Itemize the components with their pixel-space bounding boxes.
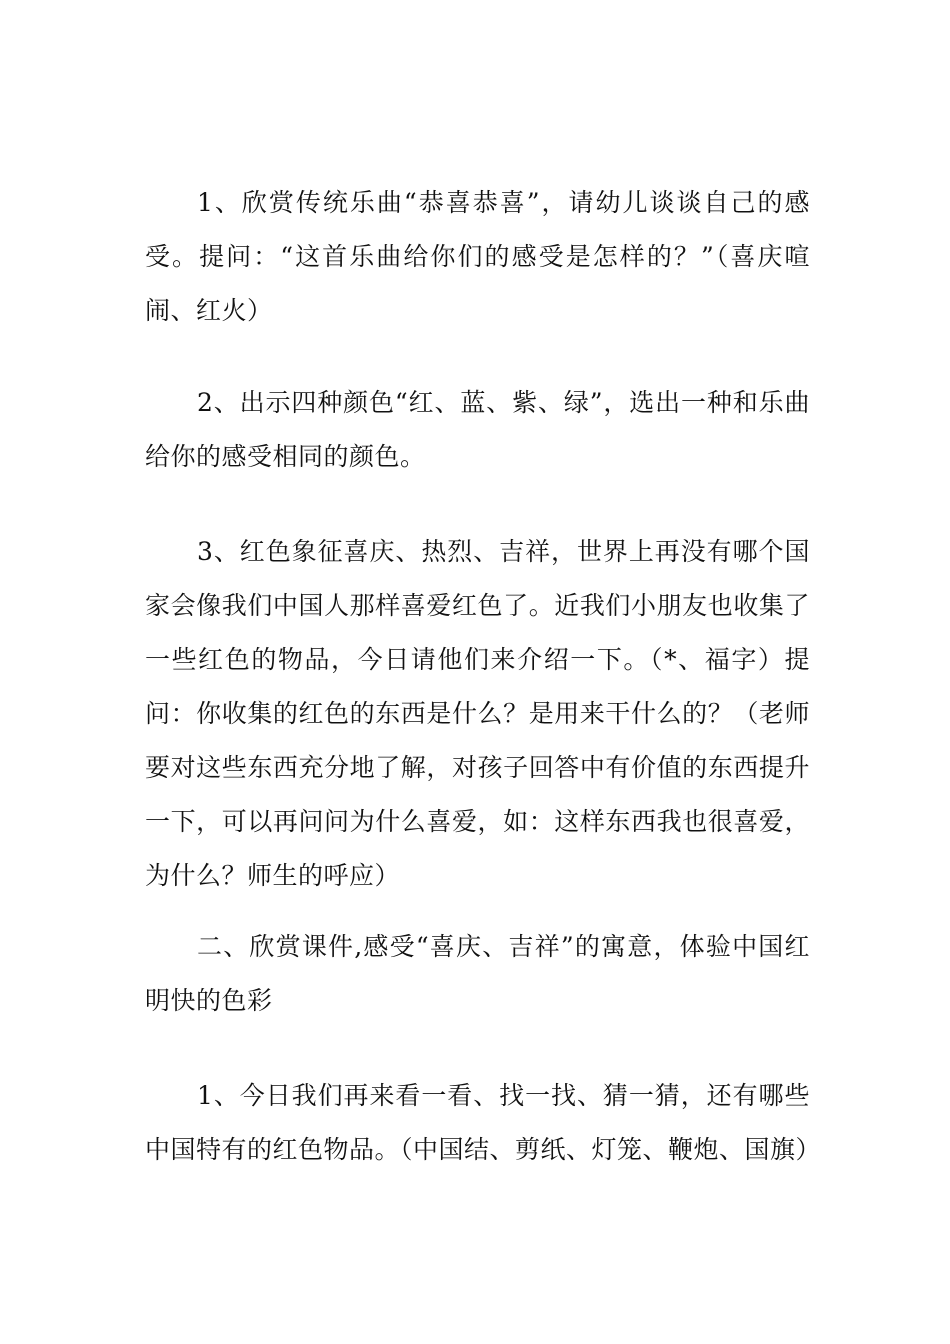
paragraph-2: 2、出示四种颜色“红、蓝、紫、绿”，选出一种和乐曲给你的感受相同的颜色。 xyxy=(145,388,810,471)
paragraph-1: 1、欣赏传统乐曲“恭喜恭喜”，请幼儿谈谈自己的感受。提问：“这首乐曲给你们的感受是怎样的？”（喜庆喧闹、红火） xyxy=(145,188,810,325)
paragraph-4: 二、欣赏课件,感受“喜庆、吉祥”的寓意，体验中国红明快的色彩 xyxy=(145,932,810,1015)
paragraph-3: 3、红色象征喜庆、热烈、吉祥，世界上再没有哪个国家会像我们中国人那样喜爱红色了。近我们小朋友也收集了一些红色的物品，今日请他们来介绍一下。（*、福字）提问：你收集的红色的东西是什么？是用来干什么的？（老师要对这些东西充分地了解，对孩子回答中有价值的东西提升一下，可以再问问为什么喜爱，如：这样东西我也很喜爱，为什么？师生的呼应） xyxy=(145,537,810,890)
paragraph-5: 1、今日我们再来看一看、找一找、猜一猜，还有哪些中国特有的红色物品。（中国结、剪纸、灯笼、鞭炮、国旗） xyxy=(145,1081,822,1164)
